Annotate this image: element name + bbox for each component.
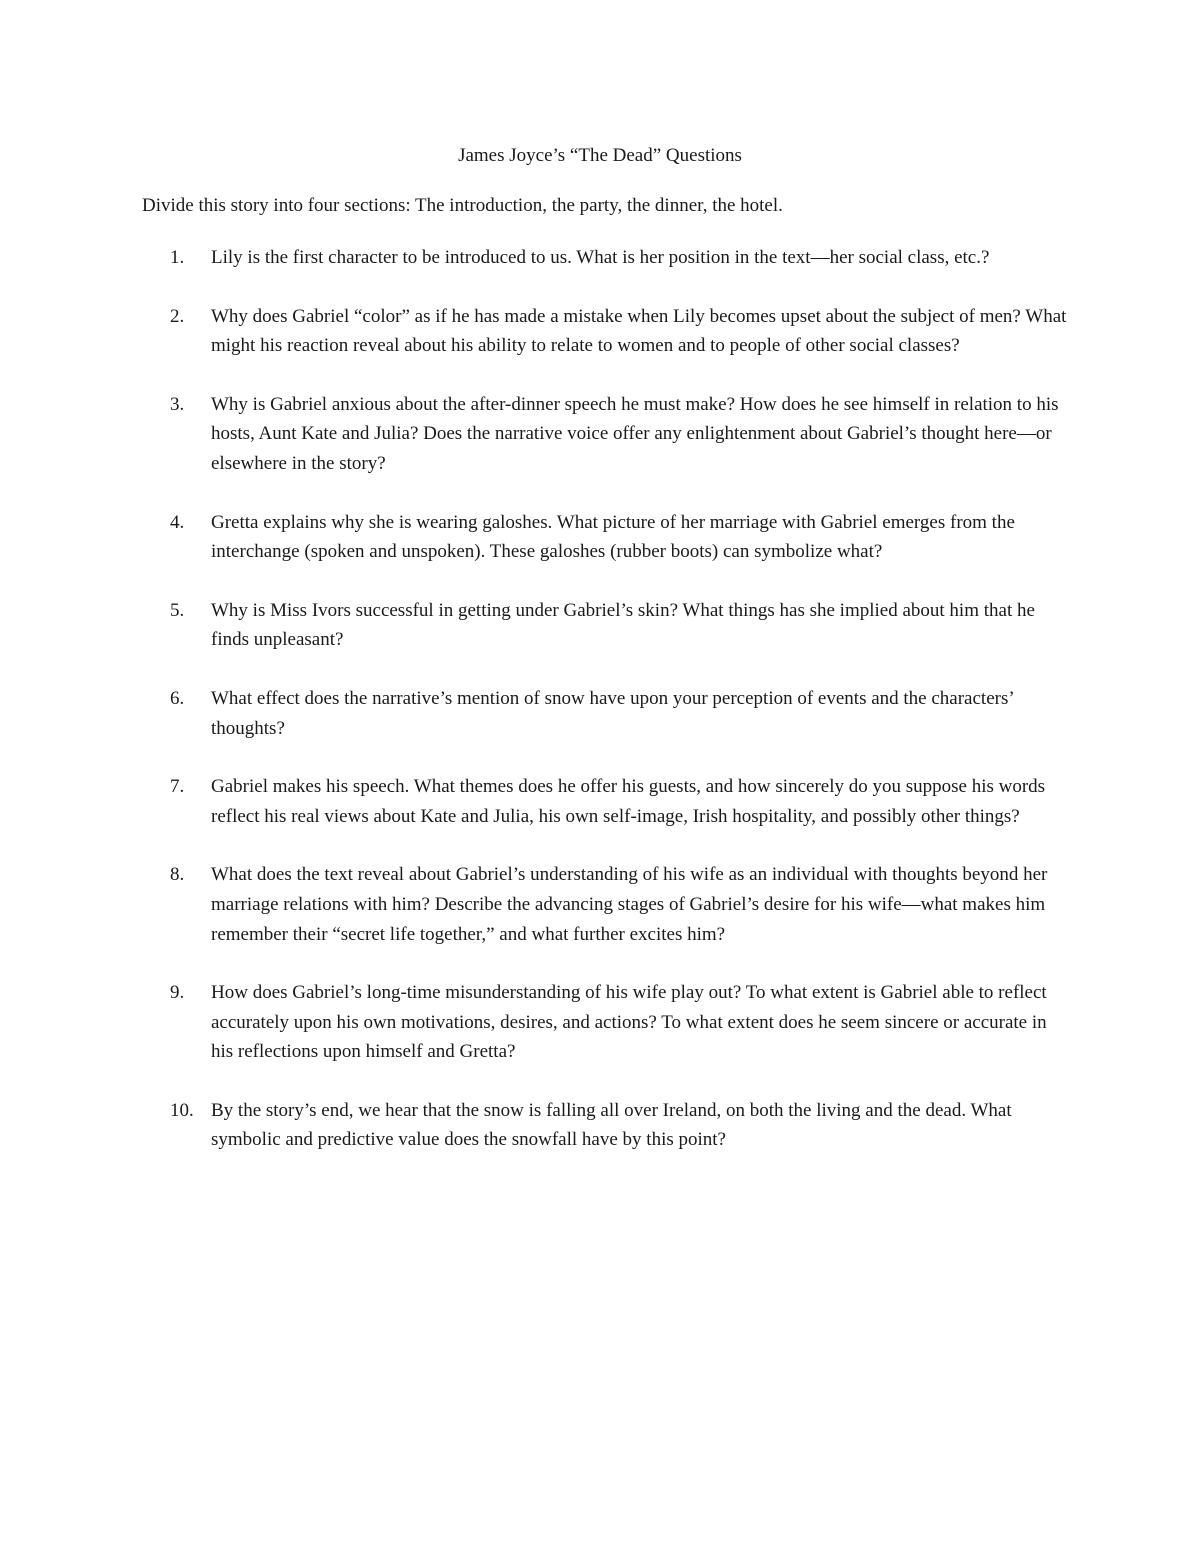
question-text: What effect does the narrative’s mention of snow have upon your perception of events and the characters’ thoughts?: [211, 687, 1014, 739]
question-text: Gabriel makes his speech. What themes does he offer his guests, and how sincerely do you suppose his words reflect his real views about Kate and Julia, his own self-image, Irish hospitality, and possibly other things?: [211, 776, 1046, 827]
question-number: 3.: [170, 393, 185, 415]
question-text: Why is Gabriel anxious about the after-dinner speech he must make? How does he see himself in relation to his hosts, Aunt Kate and Julia? Does the narrative voice offer any enlightenment about Gabriel’s thought here—or elsewhere in the story?: [211, 393, 1059, 474]
question-number: 2.: [170, 305, 185, 327]
question-item: [170, 243, 1070, 273]
question-number: 8.: [170, 864, 185, 886]
question-text: Lily is the first character to be introduced to us. What is her position in the text—her social class, etc.?: [211, 247, 990, 268]
question-number: 4.: [170, 511, 185, 533]
question-item: [170, 508, 1070, 567]
question-item: [170, 596, 1070, 655]
question-item: [170, 978, 1070, 1067]
question-number: 1.: [170, 247, 185, 268]
question-number: 10.: [170, 1099, 194, 1121]
question-item: [170, 860, 1070, 949]
question-number: 9.: [170, 982, 185, 1004]
question-text: What does the text reveal about Gabriel’s understanding of his wife as an individual with thoughts beyond her marriage relations with him? Describe the advancing stages of Gabriel’s desire for his wife—what makes him remember their “secret life together,” and what further excites him?: [211, 864, 1048, 945]
question-number: 7.: [170, 776, 185, 798]
question-item: [170, 684, 1070, 743]
intro-paragraph: Divide this story into four sections: The introduction, the party, the dinner, the hotel.: [142, 195, 783, 216]
document-title: James Joyce’s “The Dead” Questions: [458, 145, 742, 166]
question-text: Why is Miss Ivors successful in getting under Gabriel’s skin? What things has she implied about him that he finds unpleasant?: [211, 599, 1035, 651]
question-item: [170, 772, 1070, 831]
question-text: Why does Gabriel “color” as if he has made a mistake when Lily becomes upset about the subject of men? What might his reaction reveal about his ability to relate to women and to people of other social classes?: [211, 305, 1067, 357]
question-text: By the story’s end, we hear that the snow is falling all over Ireland, on both the living and the dead. What symbolic and predictive value does the snowfall have by this point?: [211, 1099, 1012, 1151]
question-text: How does Gabriel’s long-time misunderstanding of his wife play out? To what extent is Gabriel able to reflect accurately upon his own motivations, desires, and actions? To what extent does he seem sincere or accurate in his reflections upon himself and Gretta?: [211, 982, 1047, 1063]
question-item: [170, 390, 1070, 479]
question-item: [170, 302, 1070, 361]
question-number: 6.: [170, 687, 185, 709]
question-list: [170, 243, 1070, 1184]
question-text: Gretta explains why she is wearing galoshes. What picture of her marriage with Gabriel emerges from the interchange (spoken and unspoken). These galoshes (rubber boots) can symbolize what?: [211, 511, 1015, 563]
question-item: [170, 1096, 1070, 1155]
question-number: 5.: [170, 599, 185, 621]
